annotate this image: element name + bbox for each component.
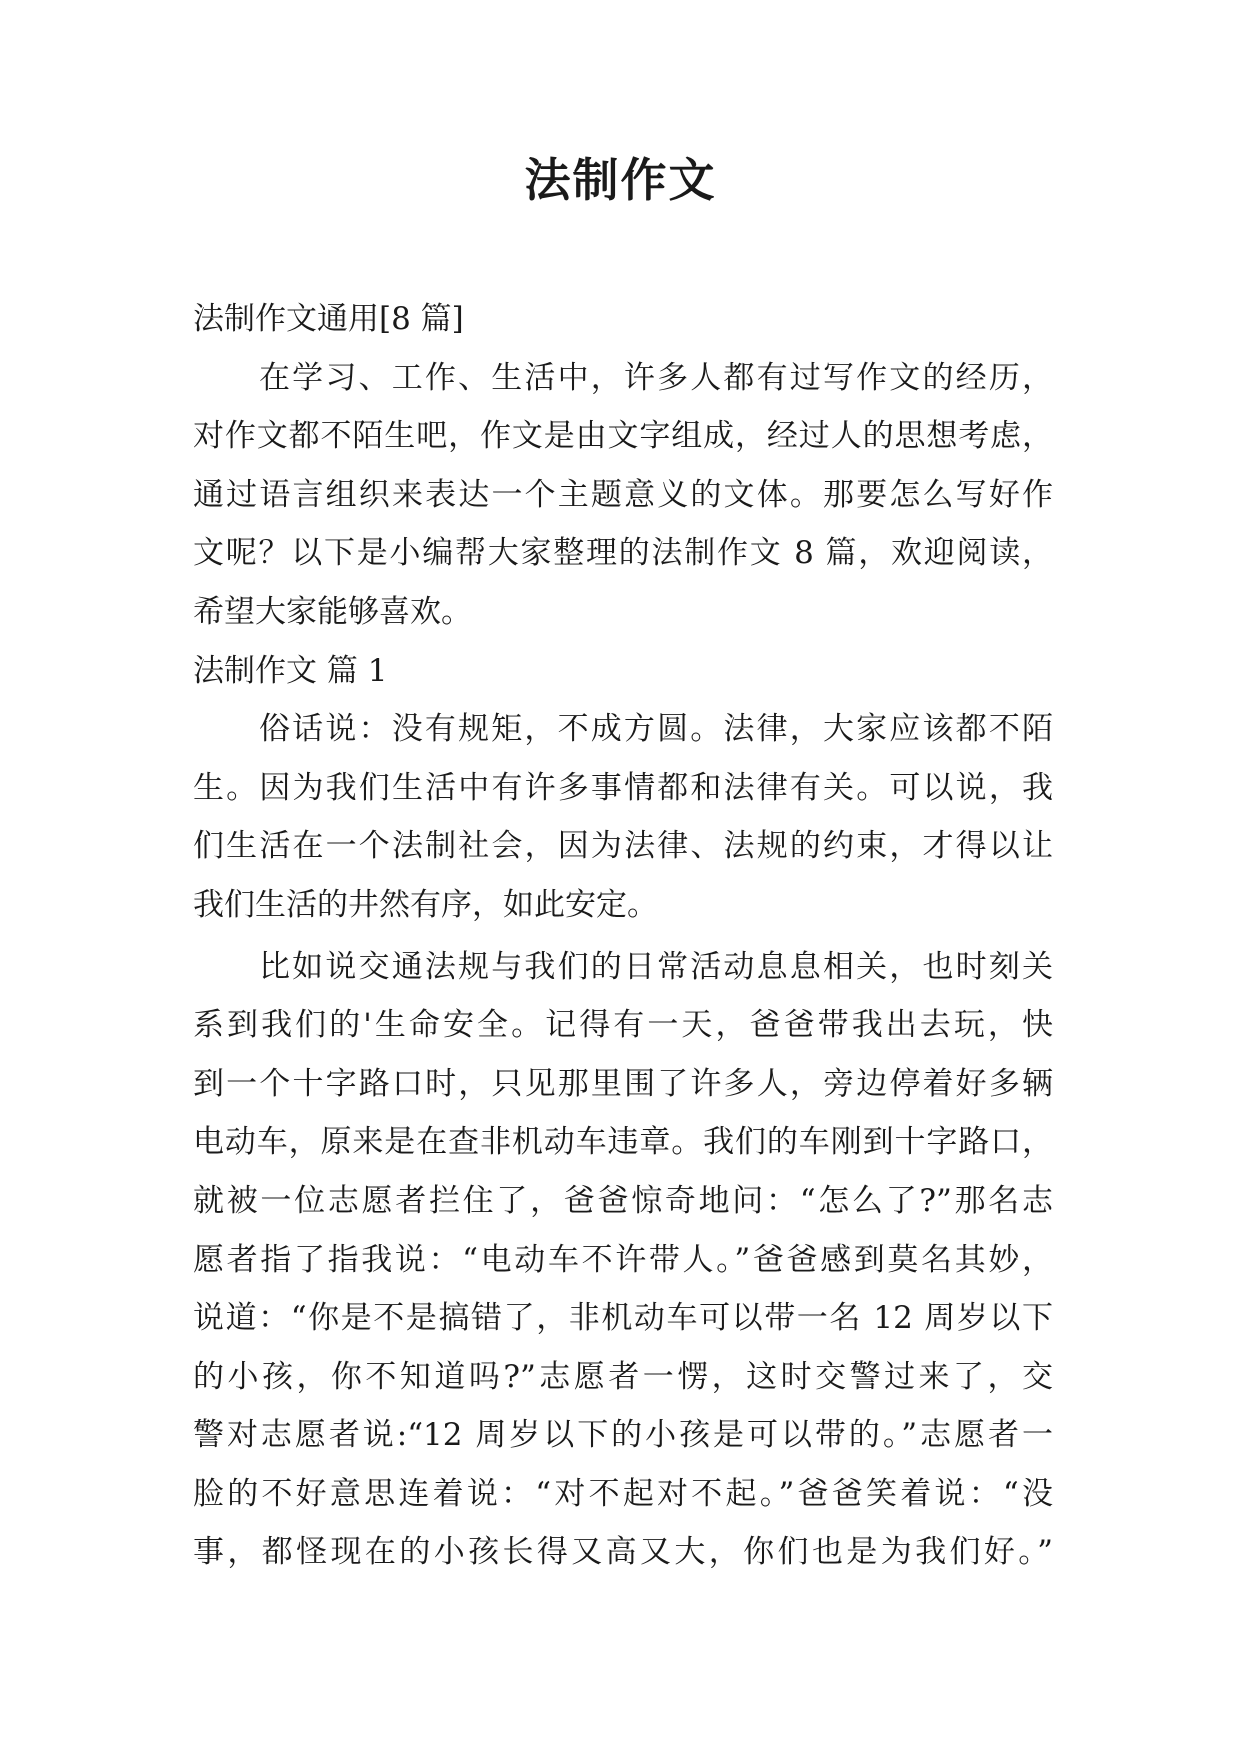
paragraph-line: 比如说交通法规与我们的日常活动息息相关，也时刻关 [259,948,1053,985]
paragraph-line: 的小孩，你不知道吗?”志愿者一愣，这时交警过来了，交 [193,1358,1053,1395]
paragraph-line: 警对志愿者说:“12 周岁以下的小孩是可以带的。”志愿者一 [193,1417,1053,1454]
intro-line: 通过语言组织来表达一个主题意义的文体。那要怎么写好作 [193,476,1053,513]
paragraph-line: 事，都怪现在的小孩长得又高又大，你们也是为我们好。” [193,1534,1053,1571]
section-1-paragraph-2 [193,938,1053,1583]
paragraph-line: 俗话说：没有规矩，不成方圆。法律，大家应该都不陌 [259,711,1053,748]
document-body [193,290,1053,1582]
intro-line: 在学习、工作、生活中，许多人都有过写作文的经历， [259,359,1053,396]
document-heading: 法制作文通用[8 篇] [193,301,464,337]
paragraph-line: 脸的不好意思连着说：“对不起对不起。”爸爸笑着说：“没 [193,1475,1053,1512]
intro-line: 对作文都不陌生吧，作文是由文字组成，经过人的思想考虑， [193,418,1053,455]
paragraph-line: 电动车，原来是在查非机动车违章。我们的车刚到十字路口， [193,1124,1053,1161]
section-1-paragraph-1 [193,700,1053,934]
paragraph-line: 愿者指了指我说：“电动车不许带人。”爸爸感到莫名其妙， [193,1241,1053,1278]
document-title: 法制作文 [524,153,717,207]
paragraph-line: 说道：“你是不是搞错了，非机动车可以带一名 12 周岁以下 [193,1300,1053,1337]
paragraph-line: 们生活在一个法制社会，因为法律、法规的约束，才得以让 [193,828,1053,865]
paragraph-line: 到一个十字路口时，只见那里围了许多人，旁边停着好多辆 [193,1065,1053,1102]
intro-line: 希望大家能够喜欢。 [193,593,472,630]
intro-line: 文呢？以下是小编帮大家整理的法制作文 8 篇，欢迎阅读， [193,535,1053,572]
paragraph-line: 生。因为我们生活中有许多事情都和法律有关。可以说，我 [193,769,1053,806]
paragraph-line: 我们生活的井然有序，如此安定。 [193,886,658,923]
paragraph-line: 系到我们的'生命安全。记得有一天，爸爸带我出去玩，快 [193,1007,1053,1044]
section-heading: 法制作文 篇 1 [193,652,388,689]
intro-paragraph [193,349,1053,642]
paragraph-line: 就被一位志愿者拦住了，爸爸惊奇地问：“怎么了?”那名志 [193,1182,1053,1219]
